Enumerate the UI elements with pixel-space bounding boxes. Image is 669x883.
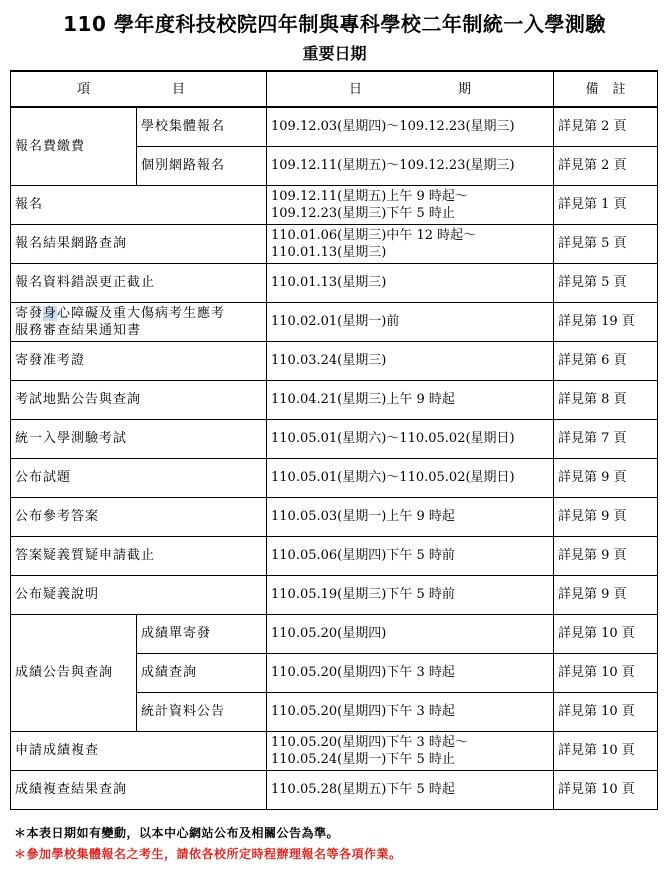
table-row: [11, 107, 658, 146]
row-date: 110.05.20(星期四)下午 3 時起: [267, 653, 554, 692]
row-item: 考試地點公告與查詢: [11, 380, 267, 419]
row-note: 詳見第 10 頁: [554, 692, 658, 731]
row-note: 詳見第 10 頁: [554, 653, 658, 692]
row-date: 110.05.19(星期三)下午 5 時前: [267, 575, 554, 614]
row-item: 成績複查結果查詢: [11, 770, 267, 809]
table-row: [11, 497, 658, 536]
row-note: 詳見第 6 頁: [554, 341, 658, 380]
row-note: 詳見第 9 頁: [554, 458, 658, 497]
row-subitem: 成績單寄發: [137, 614, 267, 653]
row-note: 詳見第 8 頁: [554, 380, 658, 419]
table-row: [11, 263, 658, 302]
row-note: 詳見第 10 頁: [554, 614, 658, 653]
table-row: [11, 614, 658, 653]
table-row: [11, 770, 658, 809]
row-note: 詳見第 7 頁: [554, 419, 658, 458]
row-item: 公布疑義說明: [11, 575, 267, 614]
row-date: 110.05.01(星期六)～110.05.02(星期日): [267, 458, 554, 497]
header-note: 備 註: [554, 71, 658, 107]
row-group-score-announcement: 成績公告與查詢: [11, 614, 137, 731]
row-date: 110.05.03(星期一)上午 9 時起: [267, 497, 554, 536]
row-date: 110.05.20(星期四)下午 3 時起: [267, 692, 554, 731]
row-item: 報名: [11, 185, 267, 224]
row-note: 詳見第 5 頁: [554, 224, 658, 263]
footnote-group-registration: ＊參加學校集體報名之考生，請依各校所定時程辦理報名等各項作業。: [14, 847, 402, 861]
row-note: 詳見第 19 頁: [554, 302, 658, 341]
row-subitem: 統計資料公告: [137, 692, 267, 731]
header-date: 日 期: [267, 71, 554, 107]
row-note: 詳見第 9 頁: [554, 536, 658, 575]
row-note: 詳見第 9 頁: [554, 497, 658, 536]
row-date: 109.12.11(星期五)～109.12.23(星期三): [267, 146, 554, 185]
table-row: [11, 419, 658, 458]
table-row: [11, 341, 658, 380]
row-item: 報名資料錯誤更正截止: [11, 263, 267, 302]
row-note: 詳見第 9 頁: [554, 575, 658, 614]
row-item: 公布參考答案: [11, 497, 267, 536]
page-title: 110 學年度科技校院四年制與專科學校二年制統一入學測驗: [63, 12, 606, 36]
row-note: 詳見第 2 頁: [554, 146, 658, 185]
row-date: 109.12.11(星期五)上午 9 時起～ 109.12.23(星期三)下午 5 時止: [267, 185, 554, 224]
schedule-table: [10, 70, 658, 810]
row-note: 詳見第 10 頁: [554, 770, 658, 809]
table-row: [11, 536, 658, 575]
text-selection-highlight: 身: [43, 305, 58, 321]
header-item: 項 目: [11, 71, 267, 107]
row-subitem: 個別網路報名: [137, 146, 267, 185]
row-date: 110.01.13(星期三): [267, 263, 554, 302]
row-date: 110.05.01(星期六)～110.05.02(星期日): [267, 419, 554, 458]
row-note: 詳見第 5 頁: [554, 263, 658, 302]
footnote-date-change: ＊本表日期如有變動，以本中心網站公布及相關公告為準。: [14, 826, 340, 840]
row-subitem: 成績查詢: [137, 653, 267, 692]
table-row: [11, 224, 658, 263]
row-date: 110.02.01(星期一)前: [267, 302, 554, 341]
row-date: 110.05.06(星期四)下午 5 時前: [267, 536, 554, 575]
row-item: 寄發身心障礙及重大傷病考生應考 服務審查結果通知書: [11, 302, 267, 341]
table-row: [11, 380, 658, 419]
row-item: 統一入學測驗考試: [11, 419, 267, 458]
row-item: 報名結果網路查詢: [11, 224, 267, 263]
table-row: [11, 575, 658, 614]
row-group-registration-fee: 報名費繳費: [11, 107, 137, 185]
row-item: 公布試題: [11, 458, 267, 497]
row-date: 109.12.03(星期四)～109.12.23(星期三): [267, 107, 554, 146]
table-row: [11, 731, 658, 770]
table-row: [11, 185, 658, 224]
row-date: 110.05.20(星期四)下午 3 時起～ 110.05.24(星期一)下午 5 時止: [267, 731, 554, 770]
row-item: 申請成績複查: [11, 731, 267, 770]
row-note: 詳見第 10 頁: [554, 731, 658, 770]
row-date: 110.05.20(星期四): [267, 614, 554, 653]
table-row: [11, 458, 658, 497]
row-date: 110.05.28(星期五)下午 5 時起: [267, 770, 554, 809]
row-date: 110.01.06(星期三)中午 12 時起～ 110.01.13(星期三): [267, 224, 554, 263]
row-note: 詳見第 2 頁: [554, 107, 658, 146]
table-row: [11, 302, 658, 341]
row-note: 詳見第 1 頁: [554, 185, 658, 224]
table-header-row: [11, 71, 658, 107]
row-item: 寄發准考證: [11, 341, 267, 380]
row-item: 答案疑義質疑申請截止: [11, 536, 267, 575]
row-date: 110.03.24(星期三): [267, 341, 554, 380]
page-subtitle: 重要日期: [302, 44, 367, 63]
row-subitem: 學校集體報名: [137, 107, 267, 146]
row-date: 110.04.21(星期三)上午 9 時起: [267, 380, 554, 419]
